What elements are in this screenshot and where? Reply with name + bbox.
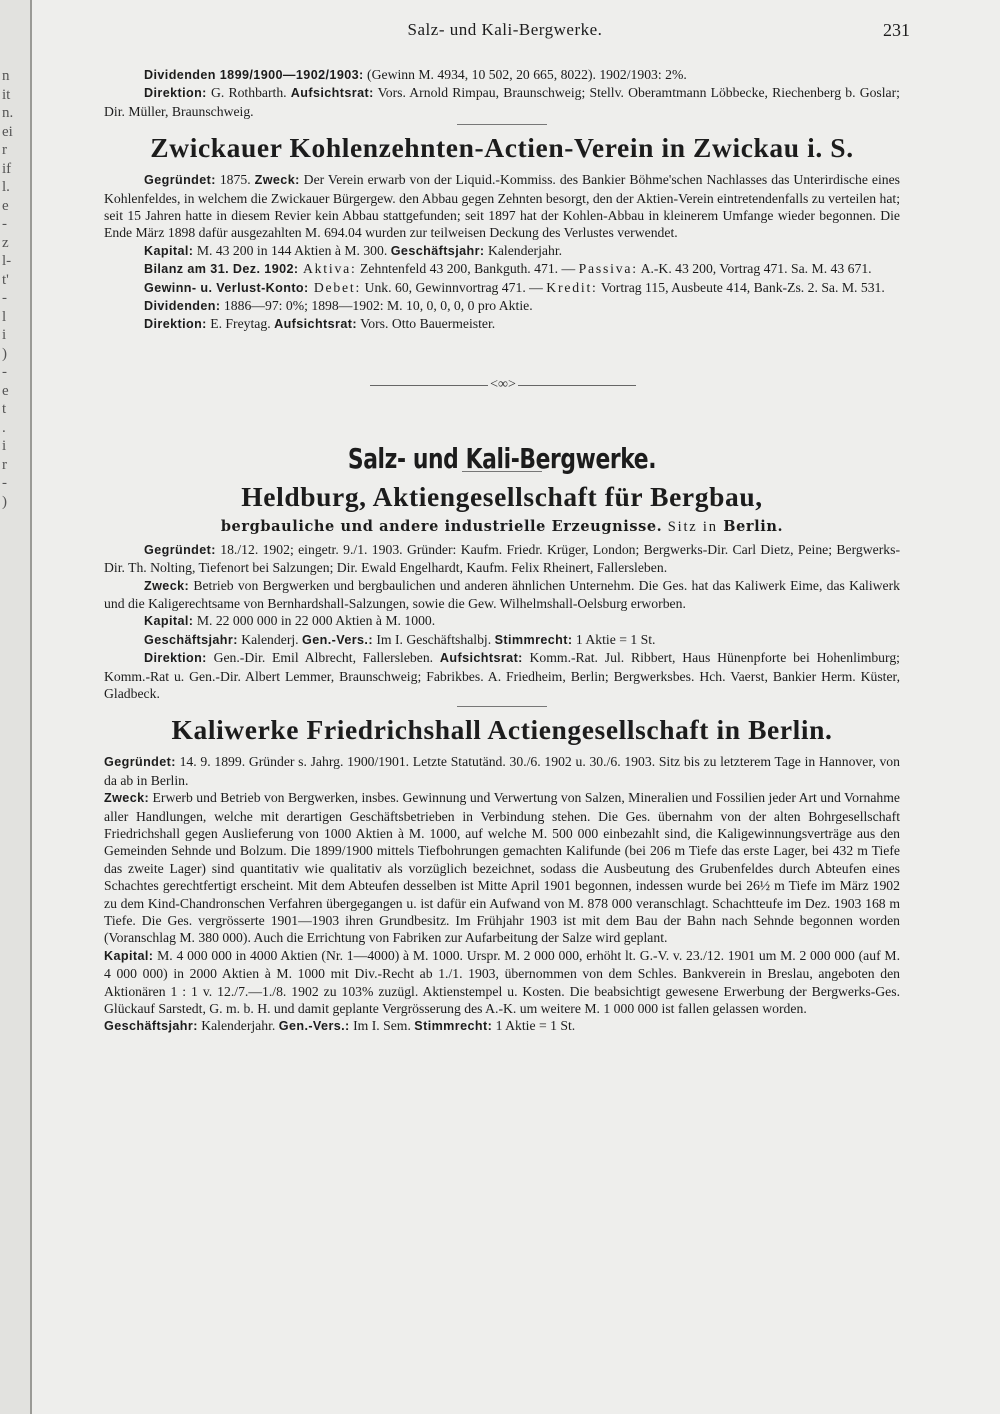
text-genvers: Im I. Geschäftshalbj.: [372, 631, 495, 647]
friedrichshall-geschaeftsjahr-paragraph: [104, 1017, 900, 1035]
label-debet: Debet:: [308, 279, 362, 295]
heldburg-zweck-paragraph: [104, 577, 900, 613]
text-gegruendet: 14. 9. 1899. Gründer s. Jahrg. 1900/1901. Letzte Statutänd. 30./6. 1902 u. 30./6. 1903. Sitz bis zu letzterem Tage in Hannover, von da ab in Berlin.: [104, 754, 900, 788]
page-content: [104, 66, 900, 1036]
edge-fragment: ): [2, 345, 7, 362]
zwickau-kapital-paragraph: [104, 242, 900, 260]
company-subtitle-heldburg: [104, 518, 900, 536]
label-aufsichtsrat: Aufsichtsrat:: [290, 86, 374, 101]
label-gegruendet: Gegründet:: [104, 755, 176, 770]
label-dividenden: Dividenden 1899/1900—1902/1903:: [144, 68, 364, 82]
label-bilanz: Bilanz am 31. Dez. 1902:: [144, 262, 299, 277]
edge-fragment: l: [2, 308, 7, 325]
edge-fragment: r: [2, 456, 7, 473]
edge-fragment: -: [2, 216, 7, 232]
edge-fragment: it: [2, 86, 11, 103]
text-direktion: G. Rothbarth.: [206, 85, 291, 101]
edge-fragment: .: [2, 419, 6, 436]
entry-heldburg: [104, 480, 900, 702]
zwickau-guv-paragraph: [104, 279, 900, 297]
edge-fragment: i: [2, 438, 7, 454]
label-dividenden: Dividenden:: [144, 299, 221, 314]
edge-fragment: ): [2, 493, 7, 510]
text-zweck: Erwerb und Betrieb von Bergwerken, insbes. Gewinnung und Verwertung von Salzen, Mineralien und Fossilien jeder Art und Vornahme aller Handlungen, welche mit derartigen Geschäftsbetrieben in Verbindung stehen. Die Ges. übernahm von der alten Bohrgesellschaft Friedrichshall gegen Auslieferung von 1000 Aktien à M. 1000, auf welche M. 500 000 einbezahlt sind, die Kaligewinnungsverträge aus den Gemeinden Sehnde und Bolzum. Die 1899/1900 mittels Tiefbohrungen gemachten Kalifunde (bei 206 m Tiefe das erste Lager, bei 432 m Tiefe das zweite Lager) sind quantitativ wie qualitativ als vorzüglich bezeichnet, sodass die Ausbeutung des Grubenfeldes durch Abteufen eines Schachtes gerechtfertigt erscheint. Mit dem Abteufen desselben ist Mitte April 1901 begonnen, indessen wurde bei 26½ m Tiefe im März 1902 zu dem Kind-Chandronschen Verfahren übergegangen u. ist dafür ein Aufwand von M. 878 000 veranschlagt. Schachtteufe im Dez. 1903 168 m Tiefe. Die Ges. vergrösserte 1901—1903 ihren Grundbesitz. Im Frühjahr 1903 ist mit dem Bau der Bahn nach Sehnde begonnen worden (Voranschlag M. 380 000). Auch die Errichtung von Fabriken zur Aufarbeitung der Salze wird geplant.: [104, 790, 900, 946]
edge-fragment: t': [2, 271, 9, 288]
text-geschaeftsjahr: Kalenderjahr.: [197, 1018, 279, 1034]
edge-fragment: n.: [2, 105, 14, 121]
label-direktion: Direktion:: [144, 86, 207, 101]
text-gegruendet: 18./12. 1902; eingetr. 9./1. 1903. Gründer: Kaufm. Friedr. Krüger, London; Bergwerks-Dir. Carl Dietz, Peine; Bergwerks-Dir. Th. Nolting, Tiefenort bei Salzungen; Dir. Ewald Engelhardt, Kaufm. Felix Rheinert, Fallersleben.: [104, 541, 900, 576]
edge-fragment: l.: [2, 179, 10, 195]
subtitle-sitz: Sitz in: [662, 519, 724, 536]
label-zweck: Zweck:: [254, 173, 300, 188]
heldburg-direktion-paragraph: [104, 649, 900, 702]
edge-fragment: -: [2, 364, 7, 380]
edge-fragment: z: [2, 234, 9, 251]
entry-zwickau: [104, 131, 900, 334]
heldburg-gegruendet-paragraph: [104, 541, 900, 577]
subtitle-city: Berlin.: [723, 518, 784, 536]
text-passiva: A.-K. 43 200, Vortrag 471. Sa. M. 43 671.: [637, 261, 872, 277]
text-gegruendet: 1875.: [215, 172, 255, 188]
text-debet: Unk. 60, Gewinnvortrag 471. —: [361, 279, 547, 295]
text-aufsichtsrat: Vors. Arnold Rimpau, Braunschweig; Stellv. Oberamtmann Löbbecke, Riechenberg b. Goslar; Dir. Müller, Braunschweig.: [104, 85, 900, 119]
label-gegruendet: Gegründet:: [144, 173, 216, 188]
friedrichshall-gegruendet-paragraph: [104, 753, 900, 789]
heldburg-geschaeftsjahr-paragraph: [104, 631, 900, 649]
edge-fragment: n: [2, 68, 10, 84]
text-stimmrecht: 1 Aktie = 1 St.: [492, 1018, 576, 1034]
edge-fragment: e: [2, 382, 9, 399]
text-stimmrecht: 1 Aktie = 1 St.: [572, 631, 656, 647]
label-kapital: Kapital:: [144, 614, 194, 629]
zwickau-gegruendet-paragraph: [104, 171, 900, 242]
text-aufsichtsrat: Vors. Otto Bauermeister.: [356, 316, 496, 332]
entry-continuation: [104, 66, 900, 120]
label-aufsichtsrat: Aufsichtsrat:: [439, 651, 523, 666]
text-dividenden: 1886—97: 0%; 1898—1902: M. 10, 0, 0, 0, 0 pro Aktie.: [220, 298, 533, 314]
entry-friedrichshall: [104, 713, 900, 1036]
zwickau-direktion-paragraph: [104, 315, 900, 333]
section-ornament: [104, 376, 900, 396]
text-genvers: Im I. Sem.: [349, 1018, 415, 1034]
text-geschaeftsjahr: Kalenderjahr.: [484, 242, 563, 258]
edge-fragment: -: [2, 290, 7, 306]
heldburg-kapital-paragraph: [104, 612, 900, 630]
company-title-friedrichshall: Kaliwerke Friedrichshall Actiengesellschaft in Berlin.: [171, 714, 833, 746]
separator-rule: [457, 706, 547, 707]
label-stimmrecht: Stimmrecht:: [414, 1019, 493, 1034]
ornament-line-right: [518, 385, 636, 386]
friedrichshall-zweck-paragraph: [104, 789, 900, 947]
direktion-paragraph: [104, 84, 900, 120]
friedrichshall-kapital-paragraph: [104, 947, 900, 1018]
label-aktiva: Aktiva:: [298, 261, 357, 277]
page-number: 231: [883, 20, 910, 40]
company-title-heldburg: Heldburg, Aktiengesellschaft für Bergbau,: [241, 481, 763, 513]
company-title-zwickau: Zwickauer Kohlenzehnten-Actien-Verein in Zwickau i. S.: [150, 132, 854, 164]
section-title: Salz- und Kali-Bergwerke.: [347, 441, 657, 475]
label-geschaeftsjahr: Geschäftsjahr:: [390, 243, 485, 258]
label-geschaeftsjahr: Geschäftsjahr:: [144, 632, 238, 647]
ornament-line-left: [370, 385, 488, 386]
label-direktion: Direktion:: [144, 317, 207, 332]
text-aufsichtsrat: Komm.-Rat. Jul. Ribbert, Haus Hünenpforte bei Hohenlimburg; Komm.-Rat u. Gen.-Dir. Albert Lemmer, Braunschweig; Fabrikbes. A. Friedheim, Berlin; Bergwerksbes. Hch. Vaerst, Bankier Herm. Küster, Gladbeck.: [104, 650, 900, 701]
label-gegruendet: Gegründet:: [144, 542, 216, 557]
dividenden-paragraph: [104, 66, 900, 84]
label-genvers: Gen.-Vers.:: [302, 632, 373, 647]
edge-fragment: ei: [2, 123, 13, 140]
edge-fragment: if: [2, 160, 12, 177]
label-kapital: Kapital:: [104, 948, 154, 963]
label-genvers: Gen.-Vers.:: [278, 1019, 350, 1034]
text-kredit: Vortrag 115, Ausbeute 414, Bank-Zs. 2. Sa. M. 531.: [597, 279, 885, 295]
running-head: [100, 20, 910, 44]
label-direktion: Direktion:: [144, 651, 207, 666]
label-kredit: Kredit:: [546, 279, 598, 295]
edge-fragment: -: [2, 475, 7, 491]
text-kapital: M. 4 000 000 in 4000 Aktien (Nr. 1—4000) à M. 1000. Urspr. M. 2 000 000, erhöht lt. G.-V. v. 23./12. 1901 um M. 2 000 000 (auf M. 4 000 000) in 2000 Aktien à M. 1000 mit Div.-Recht ab 1./1. 1903, übernommen von dem Schles. Bankverein in Breslau, angeboten den Aktionären 1 : 1 v. 12./7.—1./8. 1902 zu 103% zuzügl. Aktienstempel u. Kosten. Die beabsichtigt gewesene Erwerbung der Bergwerks-Ges. Glückauf Sarstedt, G. m. b. H. und damit geplante Vergrösserung des A.-K. um weitere M. 1 000 000 ist fallen gelassen worden.: [104, 947, 900, 1017]
label-passiva: Passiva:: [578, 261, 638, 277]
label-stimmrecht: Stimmrecht:: [494, 632, 573, 647]
text-kapital: M. 22 000 000 in 22 000 Aktien à M. 1000.: [193, 613, 436, 629]
edge-fragment: l-: [2, 253, 12, 269]
label-aufsichtsrat: Aufsichtsrat:: [274, 317, 357, 332]
text-dividenden: (Gewinn M. 4934, 10 502, 20 665, 8022). 1902/1903: 2%.: [363, 67, 687, 82]
edge-fragment: t: [2, 401, 7, 417]
edge-fragment: r: [2, 142, 7, 158]
text-zweck: Der Verein erwarb von der Liquid.-Kommiss. des Bankier Böhme'schen Nachlasses das Unterirdische eines Kohlenfeldes, in welchem die Zwickauer Bürgergew. den Abbau gegen Zehnten besorgt, den der Aktien-Verein eintretendenfalls zu verteilen hat; seit 15 Jahren hatte in diesem Revier kein Abbau stattgefunden; seit 1897 hat der Kohlen-Abbau in kleinerem Umfange wieder begonnen. Die Ende März 1898 dafür ausgezahlten M. 694.04 wurden zur teilweisen Deckung des Verlustes verwendet.: [104, 172, 901, 241]
label-zweck: Zweck:: [144, 578, 190, 593]
edge-fragment: i: [2, 327, 7, 343]
edge-fragment: e: [2, 197, 9, 214]
label-zweck: Zweck:: [104, 791, 150, 806]
text-direktion: Gen.-Dir. Emil Albrecht, Fallersleben.: [206, 650, 440, 666]
label-guv: Gewinn- u. Verlust-Konto:: [144, 280, 309, 295]
text-geschaeftsjahr: Kalenderj.: [237, 631, 303, 647]
ornament-glyph: <∞>: [490, 376, 516, 392]
label-kapital: Kapital:: [144, 243, 194, 258]
text-kapital: M. 43 200 in 144 Aktien à M. 300.: [193, 242, 391, 258]
text-zweck: Betrieb von Bergwerken und bergbaulichen und anderen ähnlichen Unternehm. Die Ges. hat das Kaliwerk Eime, das Kaliwerk und die Kaligerechtsame von Bernhardshall-Salzungen, sowie die Gew. Wilhelmshall-Oelsburg erworben.: [104, 577, 900, 611]
label-geschaeftsjahr: Geschäftsjahr:: [104, 1019, 198, 1034]
separator-rule: [457, 124, 547, 125]
subtitle-business: bergbauliche und andere industrielle Erzeugnisse.: [220, 518, 663, 536]
text-aktiva: Zehntenfeld 43 200, Bankguth. 471. —: [356, 261, 579, 277]
running-title: Salz- und Kali-Bergwerke.: [407, 20, 603, 39]
text-direktion: E. Freytag.: [206, 316, 275, 332]
zwickau-bilanz-paragraph: [104, 260, 900, 278]
zwickau-dividenden-paragraph: [104, 297, 900, 315]
